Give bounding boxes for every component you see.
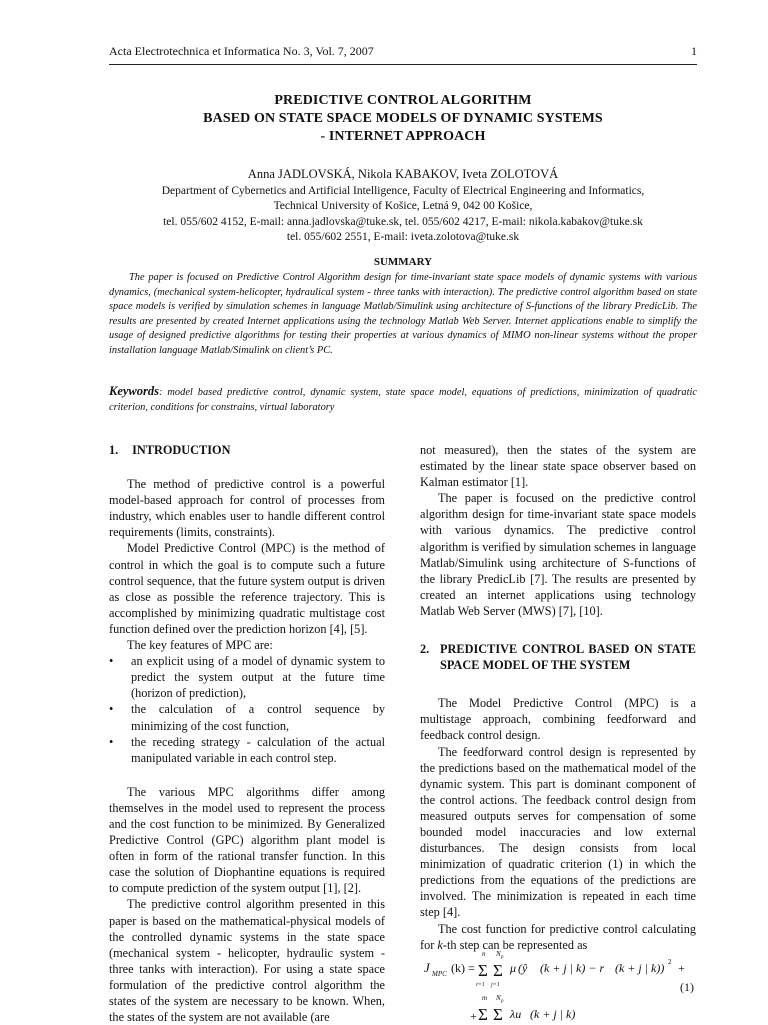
equation-1 bbox=[420, 938, 696, 1024]
section-2-number: 2. bbox=[420, 642, 430, 657]
summary-text: The paper is focused on Predictive Control Algorithm design for time-invariant state space models of dynamic systems with various dynamics, (mechanical system-helicopter, hydraulical system - three tanks with interaction). The predictive control algorithm based on state space models is verified by simulation schemes in language Matlab/Simulink using architecture of S-functions of the library PredicLib. The results are presented by created Internet applications using the technology Matlab Web Server. Internet applications enable to simplify the usage of designed predictive algorithms for testing their properties at various dynamics of MIMO non-linear systems without the proper installation language Matlab/Simulink on client’s PC. bbox=[109, 272, 697, 356]
eq-term2-plus: + bbox=[470, 1009, 477, 1023]
section-2-paragraph-1: The Model Predictive Control (MPC) is a multistage approach, combining feedforward and feedback control design. bbox=[420, 696, 696, 743]
cost-function-formula bbox=[420, 938, 696, 1024]
continued-paragraph: not measured), then the states of the system are estimated by the linear state space observer based on Kalman estimator [1]. bbox=[420, 443, 696, 490]
equation-number: (1) bbox=[680, 980, 694, 994]
keywords-text: : model based predictive control, dynamic system, state space model, equations of predictions, minimization of quadratic criterion, conditions for constrains, virtual laboratory bbox=[109, 387, 697, 413]
intro-paragraph-3: The key features of MPC are: bbox=[127, 638, 273, 653]
eq-sum-top-2b: N bbox=[496, 994, 501, 1002]
eq-sum-top-2-sub: p bbox=[501, 955, 504, 960]
sigma-icon: Σ bbox=[493, 1005, 503, 1024]
eq-sum-bottom-1: i=1 bbox=[476, 982, 485, 988]
author-names: Anna JADLOVSKÁ, Nikola KABAKOV, Iveta ZOLOTOVÁ bbox=[247, 167, 559, 181]
title-line-3: - INTERNET APPROACH bbox=[320, 129, 486, 144]
affiliation-line-1: Department of Cybernetics and Artificial Intelligence, Faculty of Electrical Engineering and Informatics, bbox=[161, 184, 645, 197]
list-item: • the calculation of a control sequence by minimizing of the cost function, bbox=[109, 702, 385, 733]
eq-lhs-sub: MPC bbox=[432, 970, 447, 978]
list-item: • an explicit using of a model of dynamic system to predict the system output at the future time (horizon of prediction), bbox=[109, 654, 385, 701]
journal-name: Acta Electrotechnica et Informatica No. 3, Vol. 7, 2007 bbox=[109, 44, 374, 58]
eq-lhs: J bbox=[424, 960, 430, 975]
bullet-icon: • bbox=[109, 702, 114, 717]
sigma-icon: Σ bbox=[478, 1005, 488, 1024]
section-1-number: 1. bbox=[109, 443, 119, 457]
eq-term2: λu bbox=[510, 1007, 522, 1021]
page-number: 1 bbox=[691, 44, 697, 58]
intro-paragraph-1: The method of predictive control is a powerful model-based approach for control of processes from industry, which enables user to handle different control requirements (limits, constraints). bbox=[109, 477, 385, 540]
eq-sum-top-3: m bbox=[482, 994, 488, 1002]
mpc-features-list bbox=[109, 653, 385, 766]
bullet-icon: • bbox=[109, 734, 114, 749]
contact-line-1: tel. 055/602 4152, E-mail: anna.jadlovska@tuke.sk, tel. 055/602 4217, E-mail: nikola.kabakov@tuke.sk bbox=[163, 215, 643, 228]
eq-sum-bottom-2: j=1 bbox=[491, 982, 500, 988]
title-line-2: BASED ON STATE SPACE MODELS OF DYNAMIC SYSTEMS bbox=[203, 111, 603, 126]
affiliation-line-2: Technical University of Košice, Letná 9, 042 00 Košice, bbox=[273, 200, 533, 212]
section-2-paragraph-3: The cost function for predictive control calculating for k-th step can be represented as bbox=[420, 921, 696, 952]
sigma-icon: Σ bbox=[493, 961, 503, 980]
paper-title bbox=[109, 92, 697, 146]
intro-paragraph-4: The various MPC algorithms differ among themselves in the model used to represent the process and the cost function to be minimized. By Generalized Predictive Control (GPC) algorithm plant model is often in form of the rational transfer function. In this case the solution of Diophantine equations is required to compute prediction of the system output [1], [2]. bbox=[109, 784, 385, 896]
section-2-title: PREDICTIVE CONTROL BASED ON STATE SPACE MODEL OF THE SYSTEM bbox=[440, 642, 696, 673]
eq-term1-end: (k + j | k)) bbox=[615, 961, 665, 975]
sigma-icon: Σ bbox=[478, 961, 488, 980]
title-line-1: PREDICTIVE CONTROL ALGORITHM bbox=[274, 93, 532, 108]
summary-heading: SUMMARY bbox=[373, 256, 433, 268]
eq-term2-rest: (k + j | k) bbox=[530, 1007, 576, 1021]
eq-sum-top-1: n bbox=[482, 950, 486, 958]
contact-line-2: tel. 055/602 2551, E-mail: iveta.zolotova@tuke.sk bbox=[286, 231, 520, 243]
eq-term1-rest: (k + j | k) − r bbox=[540, 961, 605, 975]
section-1-heading bbox=[109, 442, 385, 458]
list-item: • the receding strategy - calculation of the actual manipulated variable in each control step. bbox=[109, 734, 385, 765]
section-1-title: INTRODUCTION bbox=[132, 443, 231, 457]
section-2-paragraph-2: The feedforward control design is represented by the predictions based on the mathematical model of the dynamic system. This part is dominant component of the control actions. The feedback control design from measured outputs serves for compensation of some bounded model inaccuracies and low external disturbances. The design consists from local minimization of quadratic criterion (1) in which the predictions from the equations of the predictions are involved. The minimization is repeated in each time step [4]. bbox=[420, 744, 696, 920]
right-column bbox=[420, 442, 696, 953]
eq-lhs-arg: (k) = bbox=[451, 961, 475, 975]
intro-paragraph-2: Model Predictive Control (MPC) is the method of control in which the goal is to compute such a future control sequence, that the future system output is driven as close as possible the reference trajectory. This is accomplished by minimizing quadratic multistage cost function defined over the prediction horizon [4], [5]. bbox=[109, 541, 385, 636]
bullet-icon: • bbox=[109, 654, 114, 669]
running-header bbox=[109, 44, 697, 65]
eq-plus: + bbox=[678, 961, 685, 975]
eq-sum-top-2: N bbox=[496, 950, 501, 958]
section-2-heading bbox=[420, 641, 696, 673]
eq-sum-top-2b-sub: p bbox=[501, 999, 504, 1004]
authors-block bbox=[109, 167, 697, 246]
eq-square: 2 bbox=[668, 958, 672, 966]
eq-term1: μ bbox=[510, 961, 517, 975]
keywords-block bbox=[109, 384, 697, 415]
keywords-label: Keywords bbox=[109, 384, 159, 398]
left-column bbox=[109, 442, 385, 1025]
intro-paragraph-5: The predictive control algorithm presented in this paper is based on the mathematical-physical models of the controlled dynamic systems in the state space (mechanical system - helicopter, hydraulic system - three tanks with interaction). For using a state space formulation of the predictive control algorithm the states of the system are necessary to be known. When, the states of the system are not available (are bbox=[109, 897, 385, 1025]
eq-term1-body: (ŷ bbox=[518, 961, 528, 975]
focus-paragraph: The paper is focused on the predictive control algorithm design for time-invariant state space models with various dynamics. The predictive control algorithm is verified by simulation schemes in language Matlab/Simulink using architecture of S-functions of the library PredicLib [7]. The results are presented by created an internet applications using technology Matlab Web Server (MWS) [7], [10]. bbox=[420, 491, 696, 618]
